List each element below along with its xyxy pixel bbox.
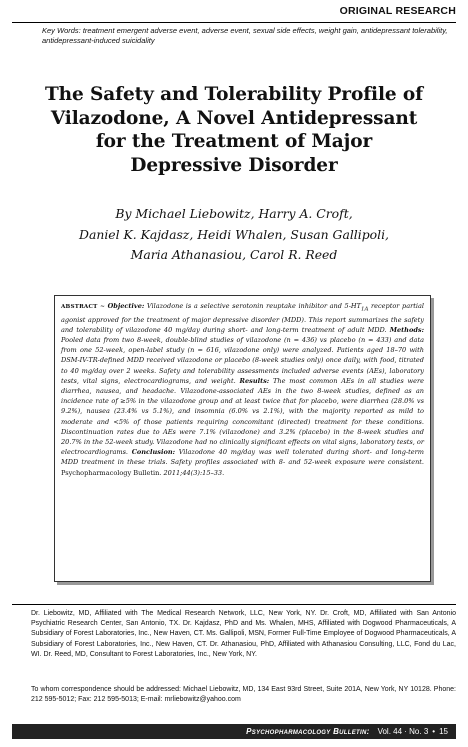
abstract-box (54, 295, 431, 582)
conclusion-text: Vilazodone 40 mg/day was well tolerated during short- and long-term MDD treatment in these trials. Safety profiles associated with 8- and 52-week exposure were consistent. (61, 448, 424, 467)
abstract-text (61, 301, 424, 478)
author-affiliations: Dr. Liebowitz, MD, Affiliated with The Medical Research Network, LLC, New York, NY. Dr. Croft, MD, Affiliated with San Antonio Psychiatric Research Center, San Antonio, TX. Dr. Kajdasz, PhD and Ms. Whalen, MHS, Affiliated with Dogwood Pharmaceuticals, A Subsidiary of Forest Laboratories, Inc., New Haven, CT. Ms. Gallipoli, MSN, Former Full-Time Employee of Dogwood Pharmaceuticals, A Subsidiary of Forest Laboratories, Inc., New Haven, CT. Dr. Athanasiou, PhD, Affiliated with Athanasiou Consulting, LLC, Fond du Lac, WI. Dr. Reed, MD, Consultant to Forest Laboratories, Inc., New York, NY. (31, 610, 456, 658)
conclusion-heading: Conclusion: (131, 448, 175, 457)
author-line: Daniel K. Kajdasz, Heidi Whalen, Susan Gallipoli, (79, 226, 389, 242)
objective-heading: Objective: (107, 302, 145, 310)
results-text: The most common AEs in all studies were diarrhea, nausea, and headache. Vilazodone-associated AEs in the two 8-week studies, defined as an incidence rate of ≥5% in the vilazodone group and at least twice that for placebo, were diarrhea (28.0% vs 9.2%), nausea (23.4% vs 5.1%), and insomnia (6.0% vs 2.1%), with the majority reported as mild to moderate and <5% of those patients requiring concomitant (directed) treatment for these conditions. Discontinuation rates due to AEs were 7.1% (vilazodone) and 3.2% (placebo) in the 8-week studies and 20.7% in the 52-week study. Vilazodone had no clinically significant effects on vital signs, laboratory tests, or electrocardiograms. (61, 376, 424, 457)
methods-heading: Methods: (389, 325, 424, 334)
author-list (12, 204, 456, 266)
section-label: ORIGINAL RESEARCH (339, 5, 456, 17)
results-heading: Results: (239, 376, 270, 385)
journal-footer (12, 724, 456, 739)
title-line: Depressive Disorder (130, 154, 338, 176)
methods-text: Pooled data from two 8-week, double-blind studies of vilazodone (n = 436) vs placebo (n = 433) and data from one 52-week, open-label study (n = 616, vilazodone only) were analyzed. Patients aged 18–70 with DSM-IV-TR-defined MDD received vilazodone or placebo (8-week studies only) once daily, with food, titrated to 40 mg/day over 2 weeks. Safety and tolerability assessments included adverse events (AEs), laboratory tests, vital signs, electrocardiograms, and weight. (61, 335, 424, 385)
abstract-label: ABSTRACT ~ (61, 304, 106, 310)
title-line: The Safety and Tolerability Profile of (44, 84, 424, 105)
keywords: Key Words: treatment emergent adverse event, adverse event, sexual side effects, weight gain, antidepressant tolerability, antidepressant-induced suicidality (42, 26, 448, 45)
author-line: Maria Athanasiou, Carol R. Reed (130, 247, 338, 262)
title-line: Vilazodone, A Novel Antidepressant (50, 107, 418, 129)
citation-journal: Psychopharmacology Bulletin. (61, 468, 162, 477)
author-line: By Michael Liebowitz, Harry A. Croft, (115, 206, 353, 221)
correspondence-note: To whom correspondence should be addressed: Michael Liebowitz, MD, 134 East 93rd Street, Suite 201A, New York, NY 10128. Phone: 212 595-5012; Fax: 212 595-5013; E-mail: mrliebowitz@yahoo.com (31, 686, 456, 704)
objective-subscript: 1A (361, 306, 369, 313)
citation-ref: 2011;44(3):15–33. (163, 468, 225, 477)
footnote-rule (12, 604, 456, 605)
objective-text-cont: receptor partial agonist approved for the treatment of major depressive disorder (MDD). This report summarizes the safety and tolerability of vilazodone 40 mg/day during short- and long-term treatment of adult MDD. (61, 302, 424, 334)
header-rule (12, 22, 456, 23)
footer-page-number: 15 (439, 727, 448, 736)
article-title (12, 83, 456, 177)
footer-bullet: • (432, 727, 436, 736)
title-line: for the Treatment of Major (95, 131, 373, 152)
footer-journal: Psychopharmacology Bulletin: (246, 727, 370, 736)
objective-text: Vilazodone is a selective serotonin reuptake inhibitor and 5-HT (146, 302, 362, 310)
footer-volume: Vol. 44 · No. 3 (377, 727, 429, 736)
